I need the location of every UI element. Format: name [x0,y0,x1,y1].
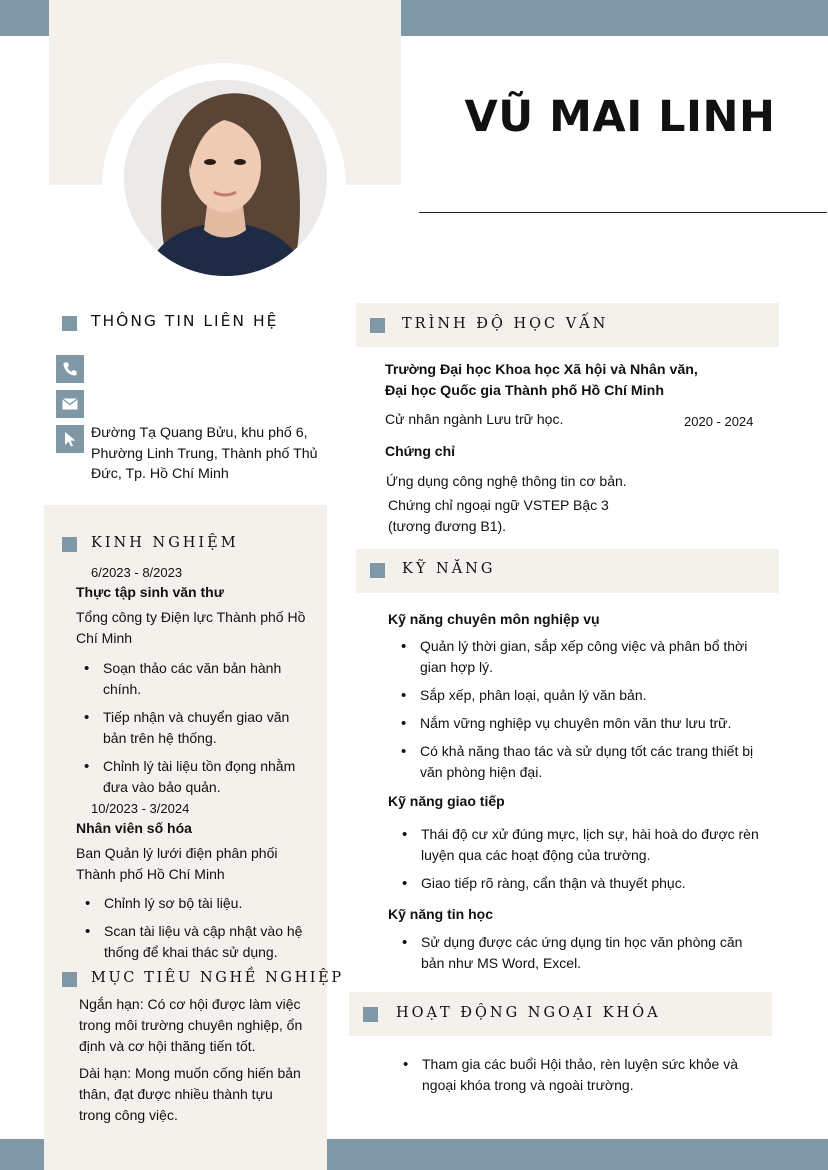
phone-icon [56,355,84,383]
list-item: • Tham gia các buổi Hội thảo, rèn luyện sức khỏe và ngoại khóa trong và ngoài trường. [422,1054,774,1096]
list-item: • Quản lý thời gian, sắp xếp công việc và phân bổ thời gian hợp lý. [420,636,770,678]
certificate-item: Ứng dụng công nghệ thông tin cơ bản. [386,473,627,489]
education-section-marker [370,318,385,333]
job-duties-list [104,893,319,970]
name-underline [419,212,827,213]
objective-short-term: Ngắn hạn: Có cơ hội được làm việc trong môi trường chuyên nghiệp, ổn định và cơ hội thăng tiến tốt. [79,996,303,1054]
job-period: 10/2023 - 3/2024 [91,801,190,816]
cursor-icon [56,425,84,453]
objective-long-term: Dài hạn: Mong muốn cống hiến bản thân, đạt được nhiều thành tựu trong công việc. [79,1065,301,1123]
job-role: Thực tập sinh văn thư [76,584,224,600]
degree: Cử nhân ngành Lưu trữ học. [385,411,564,427]
profile-photo [124,80,327,276]
list-item: • Chỉnh lý sơ bộ tài liệu. [104,893,319,914]
list-item: • Tiếp nhận và chuyển giao văn bản trên hệ thống. [103,707,313,749]
list-item: • Có khả năng thao tác và sử dụng tốt các trang thiết bị văn phòng hiện đại. [420,741,770,783]
list-item: • Chỉnh lý tài liệu tồn đọng nhằm đưa vào bảo quản. [103,756,313,798]
certificates-title: Chứng chỉ [385,443,456,459]
skills-section-title: KỸ NĂNG [402,561,496,577]
list-item: • Thái độ cư xử đúng mực, lịch sự, hài hoà do được rèn luyện qua các hoạt động của trường. [421,824,771,866]
list-item: • Sắp xếp, phân loại, quản lý văn bản. [420,685,770,706]
experience-section-title: KINH NGHIỆM [91,535,239,551]
objective-section-marker [62,972,77,987]
list-item: • Scan tài liệu và cập nhật vào hệ thống để khai thác sử dụng. [104,921,319,963]
contact-address: Đường Tạ Quang Bửu, khu phố 6, Phường Linh Trung, Thành phố Thủ Đức, Tp. Hồ Chí Minh [91,425,318,482]
contact-section-title: THÔNG TIN LIÊN HỆ [91,312,279,330]
job-role: Nhân viên số hóa [76,820,192,836]
certificate-item: Chứng chỉ ngoại ngữ VSTEP Bậc 3 (tương đương B1). [388,497,609,534]
education-period: 2020 - 2024 [684,414,754,429]
objective-section-title: MỤC TIÊU NGHỀ NGHIỆP [91,970,344,986]
skill-list [421,824,771,901]
activities-list [422,1054,774,1103]
school-name-line1: Trường Đại học Khoa học Xã hội và Nhân văn, [385,362,698,378]
activities-section-title: HOẠT ĐỘNG NGOẠI KHÓA [396,1005,661,1021]
list-item: • Soạn thảo các văn bản hành chính. [103,658,313,700]
skill-group-title: Kỹ năng tin học [388,906,493,922]
school-name-line2: Đại học Quốc gia Thành phố Hồ Chí Minh [385,383,665,399]
list-item: • Nắm vững nghiệp vụ chuyên môn văn thư lưu trữ. [420,713,770,734]
job-company: Tổng công ty Điện lực Thành phố Hồ Chí Minh [76,609,306,646]
job-duties-list [103,658,313,805]
skills-section-marker [370,563,385,578]
candidate-name: VŨ MAI LINH [464,92,776,142]
skill-group-title: Kỹ năng chuyên môn nghiệp vụ [388,611,600,627]
skill-group-title: Kỹ năng giao tiếp [388,793,505,809]
skill-list [420,636,770,790]
list-item: • Sử dụng được các ứng dụng tin học văn phòng căn bản như MS Word, Excel. [421,932,761,974]
activities-section-marker [363,1007,378,1022]
job-period: 6/2023 - 8/2023 [91,565,183,580]
list-item: • Giao tiếp rõ ràng, cẩn thận và thuyết phục. [421,873,771,894]
skill-list [421,932,761,981]
education-section-title: TRÌNH ĐỘ HỌC VẤN [402,316,609,332]
contact-section-marker [62,316,77,331]
job-company: Ban Quản lý lưới điện phân phối Thành phố Hồ Chí Minh [76,845,278,882]
experience-section-marker [62,537,77,552]
email-icon [56,390,84,418]
